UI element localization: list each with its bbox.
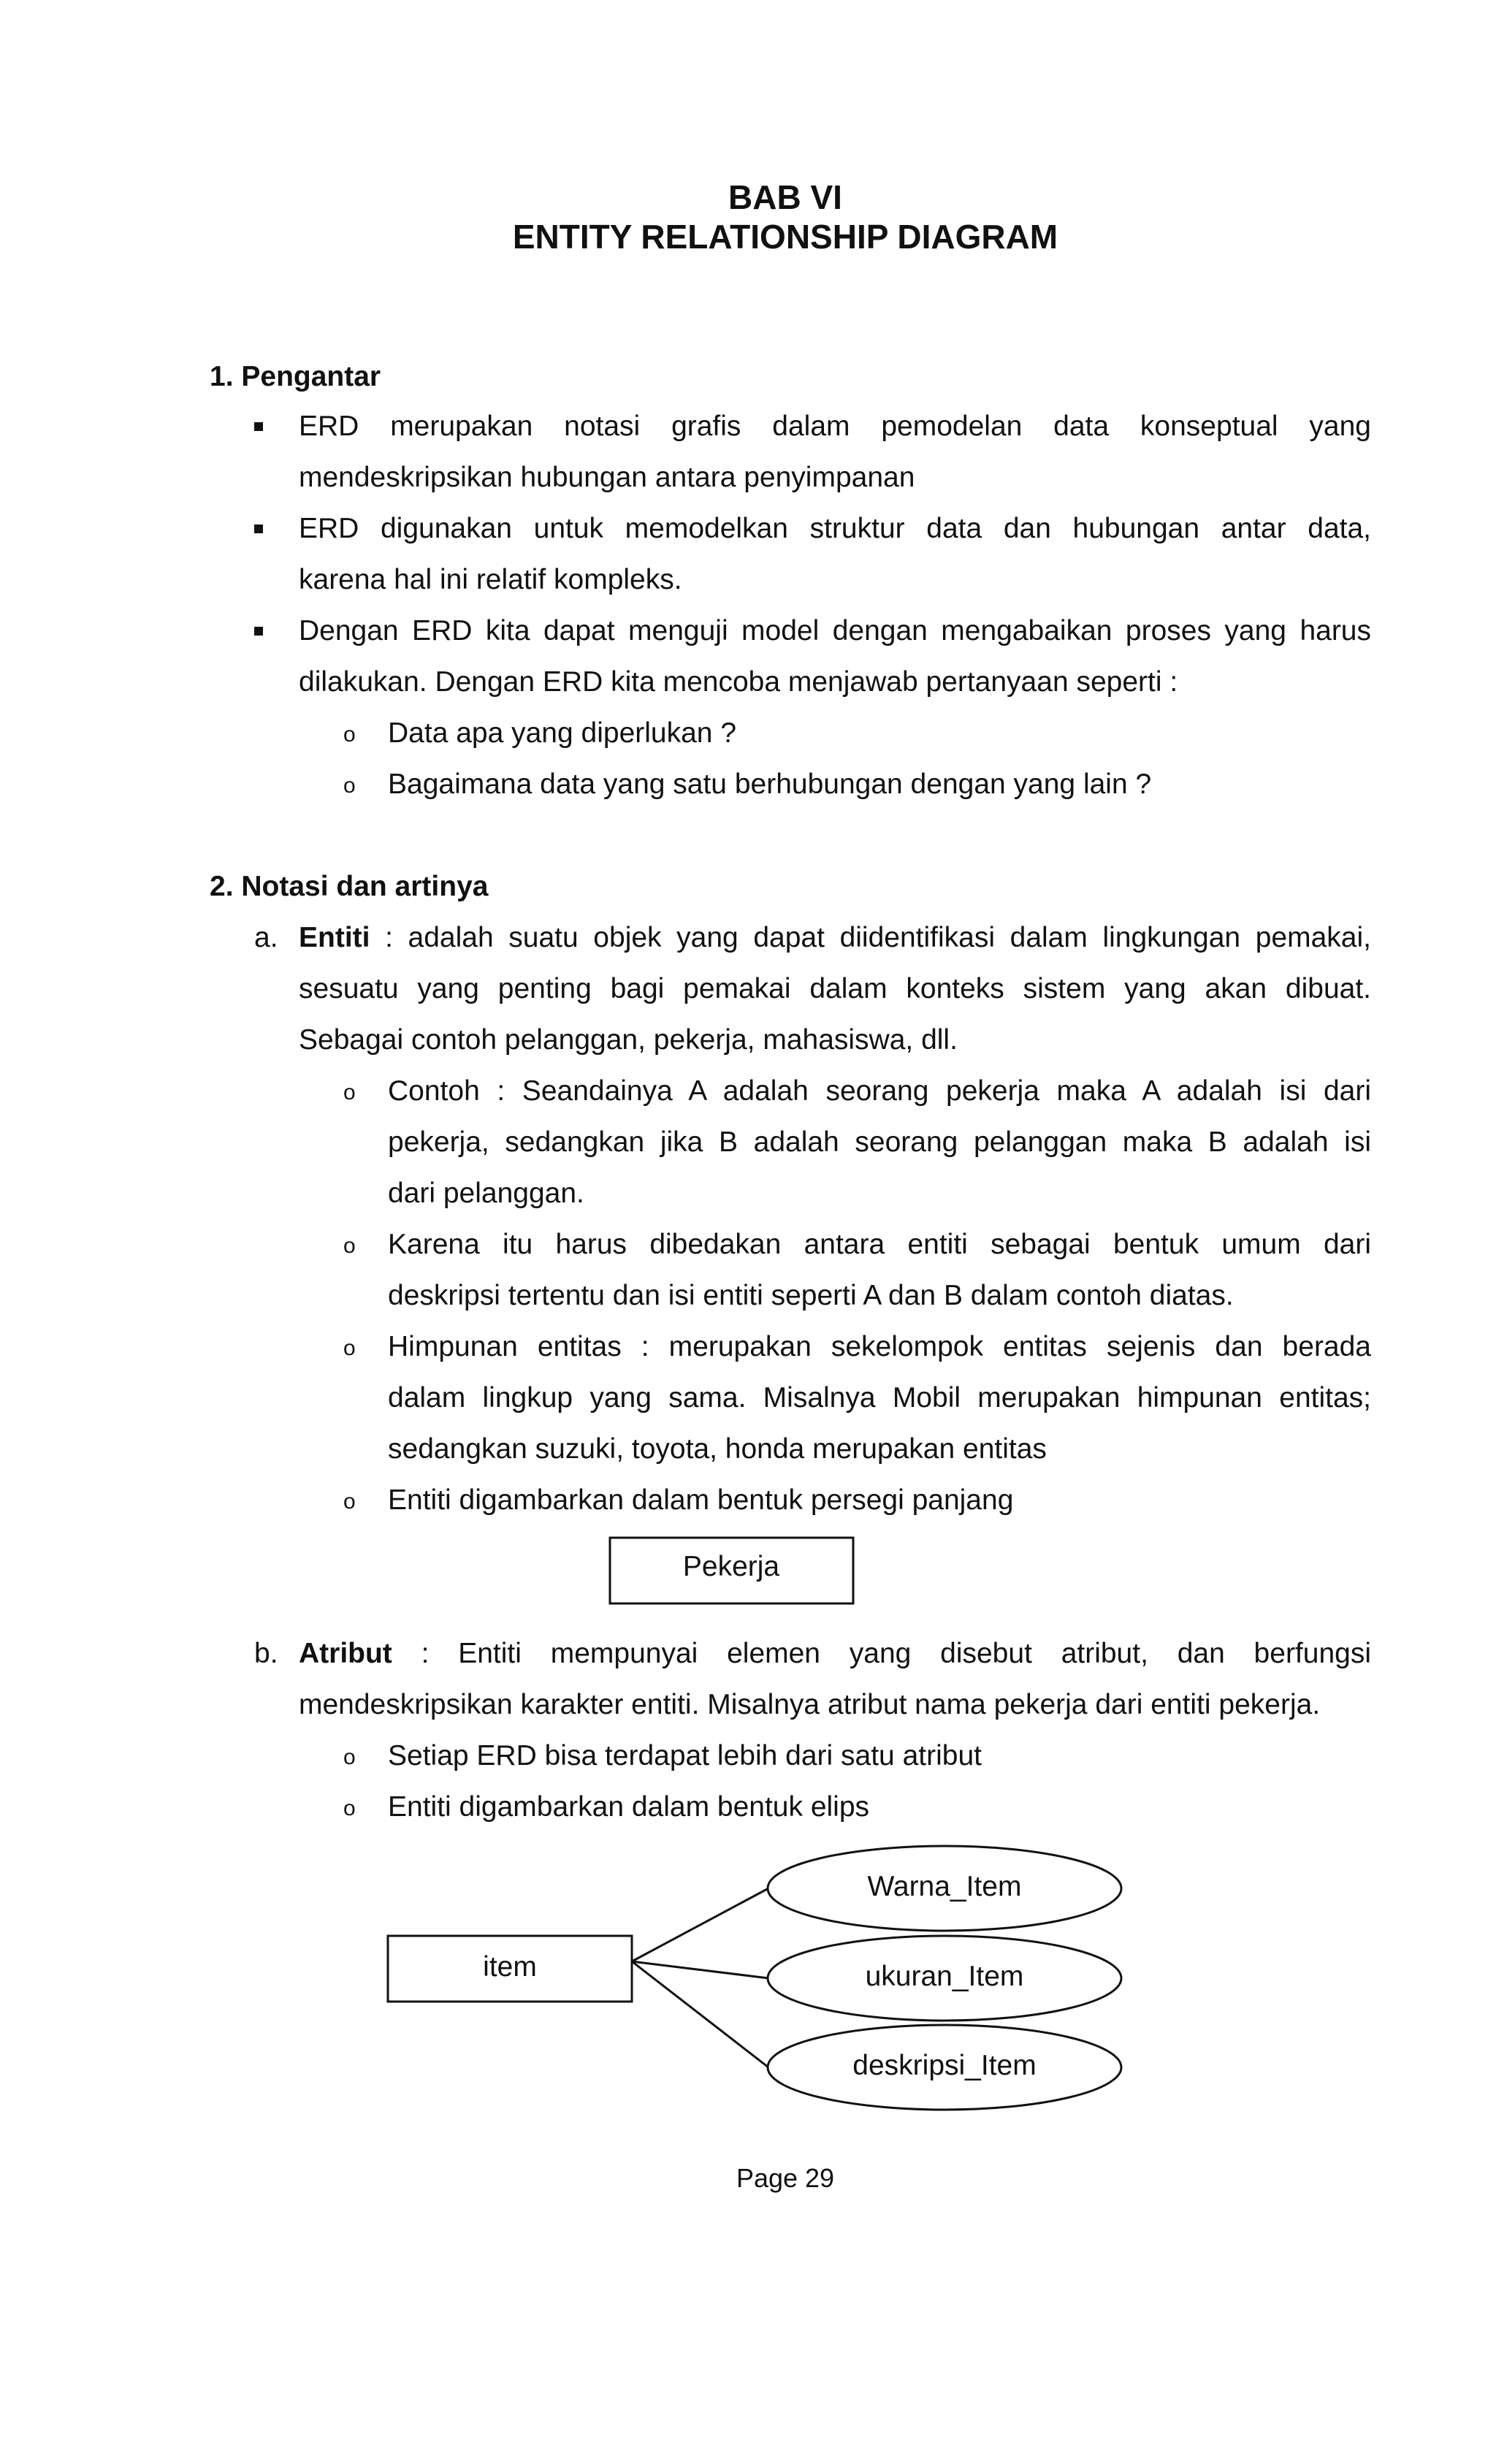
entity-item-label: item — [483, 1951, 537, 1983]
circle-bullet-icon: o — [343, 722, 356, 747]
entiti-sub-2-line-1: Karena itu harus dibedakan antara entiti sebagai bentuk umum dari — [388, 1229, 1371, 1260]
bullet-1-line-1: ERD merupakan notasi grafis dalam pemodelan data konseptual yang — [299, 411, 1371, 442]
item-a-line-1-text: : adalah suatu objek yang dapat diidentifikasi dalam lingkungan pemakai, — [370, 922, 1371, 953]
term-atribut: Atribut — [299, 1638, 392, 1669]
entiti-sub-1-line-3: dari pelanggan. — [388, 1178, 584, 1209]
section-heading-pengantar: 1. Pengantar — [210, 361, 381, 392]
entiti-sub-3-line-1: Himpunan entitas : merupakan sekelompok entitas sejenis dan berada — [388, 1331, 1371, 1362]
circle-bullet-icon: o — [343, 1336, 356, 1360]
question-1: Data apa yang diperlukan ? — [388, 717, 737, 749]
entity-rectangle-label: Pekerja — [682, 1551, 780, 1582]
bullet-1-line-2: mendeskripsikan hubungan antara penyimpanan — [299, 462, 915, 493]
circle-bullet-icon: o — [343, 1796, 356, 1820]
atribut-sub-2: Entiti digambarkan dalam bentuk elips — [388, 1791, 870, 1823]
circle-bullet-icon: o — [343, 1080, 356, 1105]
item-a-line-2: sesuatu yang penting bagi pemakai dalam konteks sistem yang akan dibuat. — [299, 973, 1371, 1004]
circle-bullet-icon: o — [343, 1490, 356, 1514]
atribut-sub-1: Setiap ERD bisa terdapat lebih dari satu atribut — [388, 1740, 982, 1771]
connector-line — [632, 1961, 768, 1978]
section-heading-notasi: 2. Notasi dan artinya — [210, 871, 489, 902]
entiti-sub-2-line-2: deskripsi tertentu dan isi entiti seperti A dan B dalam contoh diatas. — [388, 1280, 1234, 1311]
item-a-line-3: Sebagai contoh pelanggan, pekerja, mahasiswa, dll. — [299, 1024, 958, 1056]
attribute-label: ukuran_Item — [865, 1961, 1024, 1992]
bullet-3-line-2: dilakukan. Dengan ERD kita mencoba menjawab pertanyaan seperti : — [299, 666, 1178, 698]
page-number: Page 29 — [736, 2163, 835, 2193]
circle-bullet-icon: o — [343, 774, 356, 798]
connector-line — [632, 1961, 768, 2067]
entiti-sub-1-line-1: Contoh : Seandainya A adalah seorang pekerja maka A adalah isi dari — [388, 1075, 1371, 1107]
item-b-marker: b. — [254, 1638, 278, 1669]
circle-bullet-icon: o — [343, 1234, 356, 1258]
connector-line — [632, 1888, 768, 1961]
attribute-label: deskripsi_Item — [852, 2050, 1037, 2081]
circle-bullet-icon: o — [343, 1745, 356, 1769]
chapter-title: ENTITY RELATIONSHIP DIAGRAM — [512, 218, 1058, 256]
item-b-line-1-text: : Entiti mempunyai elemen yang disebut atribut, dan berfungsi — [392, 1638, 1371, 1669]
item-b-line-2: mendeskripsikan karakter entiti. Misalnya atribut nama pekerja dari entiti pekerja. — [299, 1689, 1321, 1720]
bullet-2-line-2: karena hal ini relatif kompleks. — [299, 564, 682, 595]
bullet-3-line-1: Dengan ERD kita dapat menguji model dengan mengabaikan proses yang harus — [299, 615, 1371, 646]
chapter-number: BAB VI — [728, 178, 842, 216]
entiti-sub-3-line-3: sedangkan suzuki, toyota, honda merupakan entitas — [388, 1433, 1047, 1465]
question-2: Bagaimana data yang satu berhubungan dengan yang lain ? — [388, 768, 1152, 800]
entiti-sub-3-line-2: dalam lingkup yang sama. Misalnya Mobil merupakan himpunan entitas; — [388, 1382, 1371, 1414]
item-a-marker: a. — [254, 922, 278, 953]
bullet-2-line-1: ERD digunakan untuk memodelkan struktur data dan hubungan antar data, — [299, 513, 1371, 544]
attribute-label: Warna_Item — [867, 1871, 1022, 1902]
term-entiti: Entiti — [299, 922, 370, 953]
entiti-sub-1-line-2: pekerja, sedangkan jika B adalah seorang pelanggan maka B adalah isi — [388, 1126, 1371, 1158]
entiti-sub-4: Entiti digambarkan dalam bentuk persegi panjang — [388, 1484, 1014, 1516]
